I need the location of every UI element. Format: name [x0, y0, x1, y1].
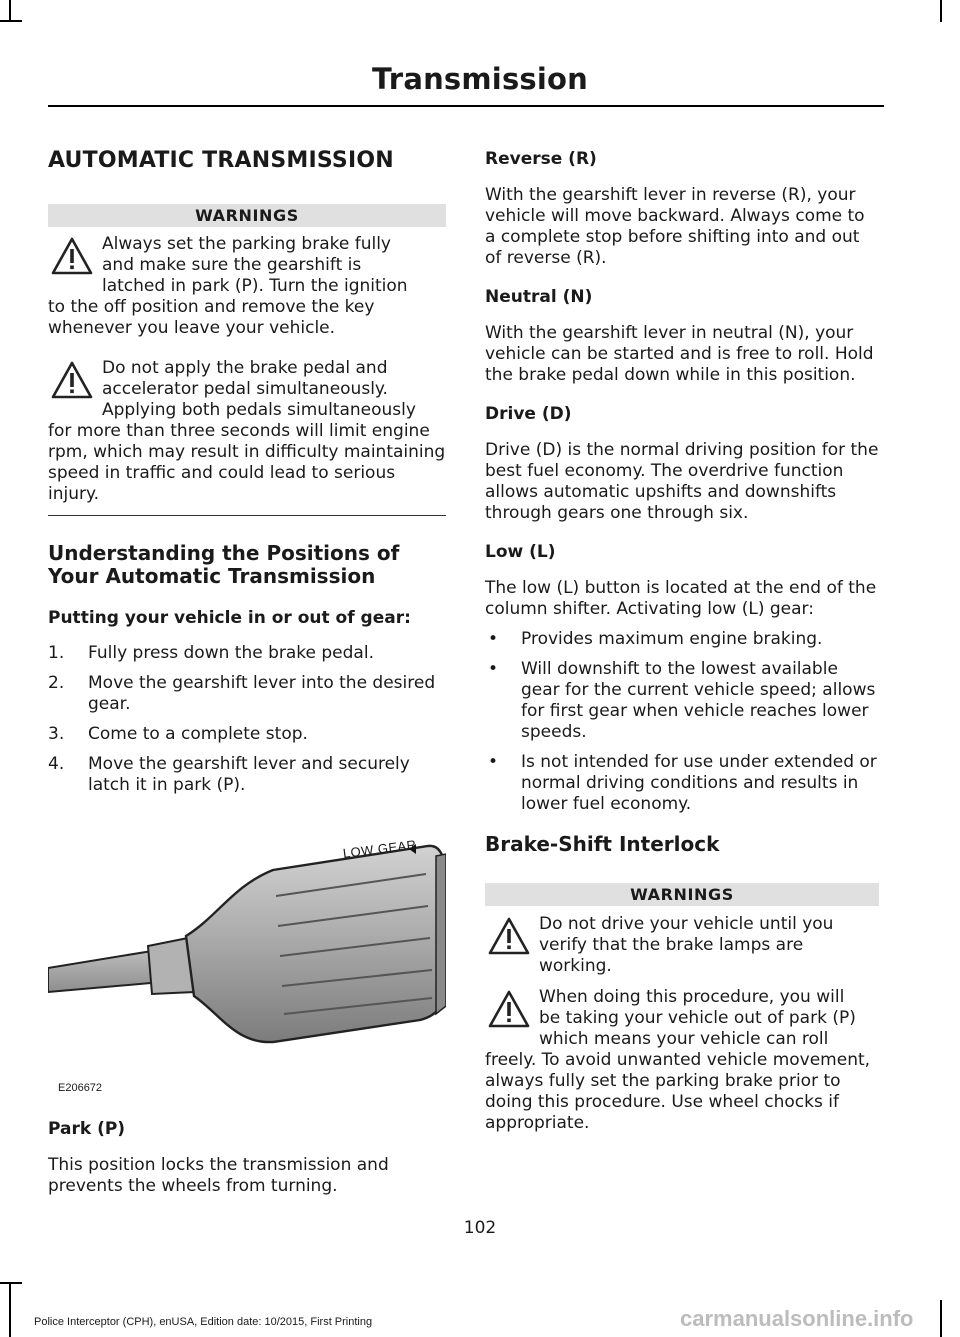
crop-mark-bottom-left-h: [0, 1282, 22, 1284]
step-text: Move the gearshift lever into the desired gear.: [88, 673, 436, 714]
page-number: 102: [463, 1218, 497, 1238]
crop-mark-top-left-v: [9, 0, 11, 22]
neutral-text: With the gearshift lever in neutral (N), your vehicle can be started and is free to roll. Hold the brake pedal down while in this position.: [485, 323, 874, 385]
step-item: [48, 673, 446, 715]
warning-2-line-c: Applying both pedals simultaneously: [102, 400, 416, 420]
step-number: 4.: [48, 754, 65, 774]
step-item: [48, 754, 446, 796]
page-header-title: Transmission: [372, 62, 588, 96]
crop-mark-top-right-v: [940, 0, 942, 22]
bullet-item: [485, 659, 879, 743]
shifter-figure: [48, 826, 446, 1106]
low-bullets: [485, 629, 879, 815]
crop-mark-bottom-left-v: [9, 1282, 11, 1337]
drive-text: Drive (D) is the normal driving position for the best fuel economy. The overdrive function allows automatic upshifts and downshifts through gears one through six.: [485, 440, 879, 523]
warning-item-1: [48, 234, 446, 339]
steps-list: [48, 643, 446, 796]
low-gear-label: LOW GEAR: [342, 836, 418, 861]
step-text: Move the gearshift lever and securely latch it in park (P).: [88, 754, 410, 795]
step-number: 1.: [48, 643, 65, 663]
bullet-dot: •: [488, 629, 499, 649]
warning-triangle-icon: [50, 236, 94, 276]
left-column: [48, 146, 446, 1197]
column-shifter-illustration: [48, 826, 446, 1106]
warning-1-line-b: and make sure the gearshift is: [102, 255, 362, 275]
warning-2-line-b: accelerator pedal simultaneously.: [102, 379, 388, 399]
warning-3-line-b: verify that the brake lamps are: [539, 935, 804, 955]
warning-triangle-icon: [487, 989, 531, 1029]
drive-title: Drive (D): [485, 404, 572, 424]
warning-4-line-c: which means your vehicle can roll: [539, 1029, 829, 1049]
low-title: Low (L): [485, 542, 556, 562]
header-rule: [48, 105, 884, 107]
warning-3-line-a: Do not drive your vehicle until you: [539, 914, 834, 934]
warning-1-line-c: latched in park (P). Turn the ignition: [102, 276, 408, 296]
step-text: Fully press down the brake pedal.: [88, 643, 374, 663]
bullet-dot: •: [488, 659, 499, 679]
park-text: This position locks the transmission and prevents the wheels from turning.: [48, 1155, 389, 1196]
warning-item-3: [485, 914, 879, 977]
warning-4-line-b: be taking your vehicle out of park (P): [539, 1008, 856, 1028]
warning-item-2: [48, 358, 446, 505]
step-item: [48, 724, 446, 745]
warnings-end-rule: [48, 515, 446, 516]
step-number: 3.: [48, 724, 65, 744]
bullet-text: Will downshift to the lowest available gear for the current vehicle speed; allows for first gear when vehicle reaches lower speeds.: [521, 659, 876, 742]
warning-3-line-c: working.: [539, 956, 612, 976]
figure-code: E206672: [58, 1082, 103, 1094]
warning-4-line-d: freely. To avoid unwanted vehicle movement, always fully set the parking brake prior to doing this procedure. Use wheel chocks if appropriate.: [485, 1050, 871, 1133]
step-item: [48, 643, 446, 664]
bullet-text: Is not intended for use under extended or normal driving conditions and results in lower fuel economy.: [521, 752, 877, 814]
low-text: The low (L) button is located at the end of the column shifter. Activating low (L) gear:: [485, 578, 877, 619]
park-title: Park (P): [48, 1119, 126, 1139]
reverse-title: Reverse (R): [485, 149, 597, 169]
subheading: Putting your vehicle in or out of gear:: [48, 608, 411, 628]
edition-line: Police Interceptor (CPH), enUSA, Edition date: 10/2015, First Printing: [34, 1316, 373, 1328]
main-title: AUTOMATIC TRANSMISSION: [48, 148, 394, 173]
warning-item-4: [485, 987, 879, 1134]
warning-4-line-a: When doing this procedure, you will: [539, 987, 845, 1007]
right-column: [485, 146, 879, 1134]
warnings-bar: WARNINGS: [48, 204, 446, 227]
neutral-title: Neutral (N): [485, 287, 593, 307]
bullet-text: Provides maximum engine braking.: [521, 629, 823, 649]
warning-1-line-a: Always set the parking brake fully: [102, 234, 391, 254]
section-title: Understanding the Positions of Your Automatic Transmission: [48, 541, 400, 588]
warning-triangle-icon: [50, 360, 94, 400]
warnings-bar: WARNINGS: [485, 883, 879, 906]
bullet-dot: •: [488, 752, 499, 772]
warning-2-line-a: Do not apply the brake pedal and: [102, 358, 388, 378]
warning-2-line-d: for more than three seconds will limit engine rpm, which may result in difficulty maintaining speed in traffic and could lead to serious injury.: [48, 421, 446, 504]
step-text: Come to a complete stop.: [88, 724, 308, 744]
crop-mark-top-left-h: [0, 20, 22, 22]
bullet-item: [485, 752, 879, 815]
warning-triangle-icon: [487, 916, 531, 956]
warning-1-line-d: to the off position and remove the key whenever you leave your vehicle.: [48, 297, 375, 338]
step-number: 2.: [48, 673, 65, 693]
bullet-item: [485, 629, 879, 650]
brake-shift-interlock-title: Brake-Shift Interlock: [485, 832, 720, 856]
reverse-text: With the gearshift lever in reverse (R), your vehicle will move backward. Always come to a complete stop before shifting into and out of reverse (R).: [485, 185, 865, 268]
watermark: carmanualsonline.info: [680, 1306, 914, 1331]
